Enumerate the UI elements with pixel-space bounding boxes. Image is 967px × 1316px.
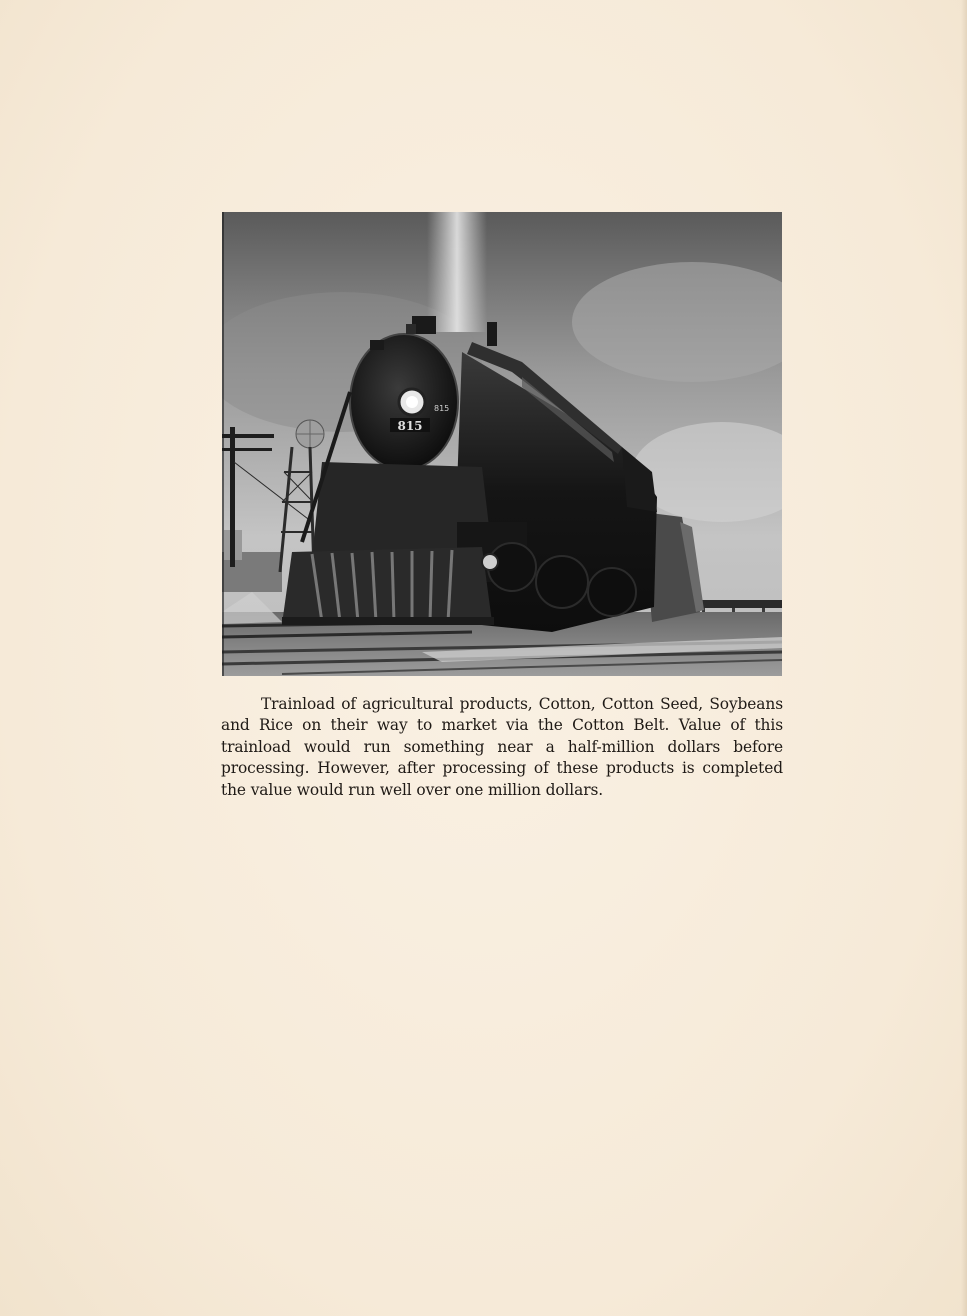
page-edge-shadow <box>961 0 967 1316</box>
locomotive-illustration <box>222 212 782 676</box>
photo-caption: Trainload of agricultural products, Cotton, Cotton Seed, Soybeans and Rice on their way to market via the Cotton Belt. Value of this trainload would run something near a half-million dollars before processing. However, after processing of these products is completed the value would run well over one million dollars. <box>221 695 783 799</box>
number-plate: 815 <box>397 419 423 433</box>
pilot-cowcatcher <box>282 547 494 625</box>
bridge <box>697 600 782 608</box>
number-board: 815 <box>434 404 450 413</box>
locomotive-photo <box>222 212 782 676</box>
smoke-plume <box>427 212 487 332</box>
